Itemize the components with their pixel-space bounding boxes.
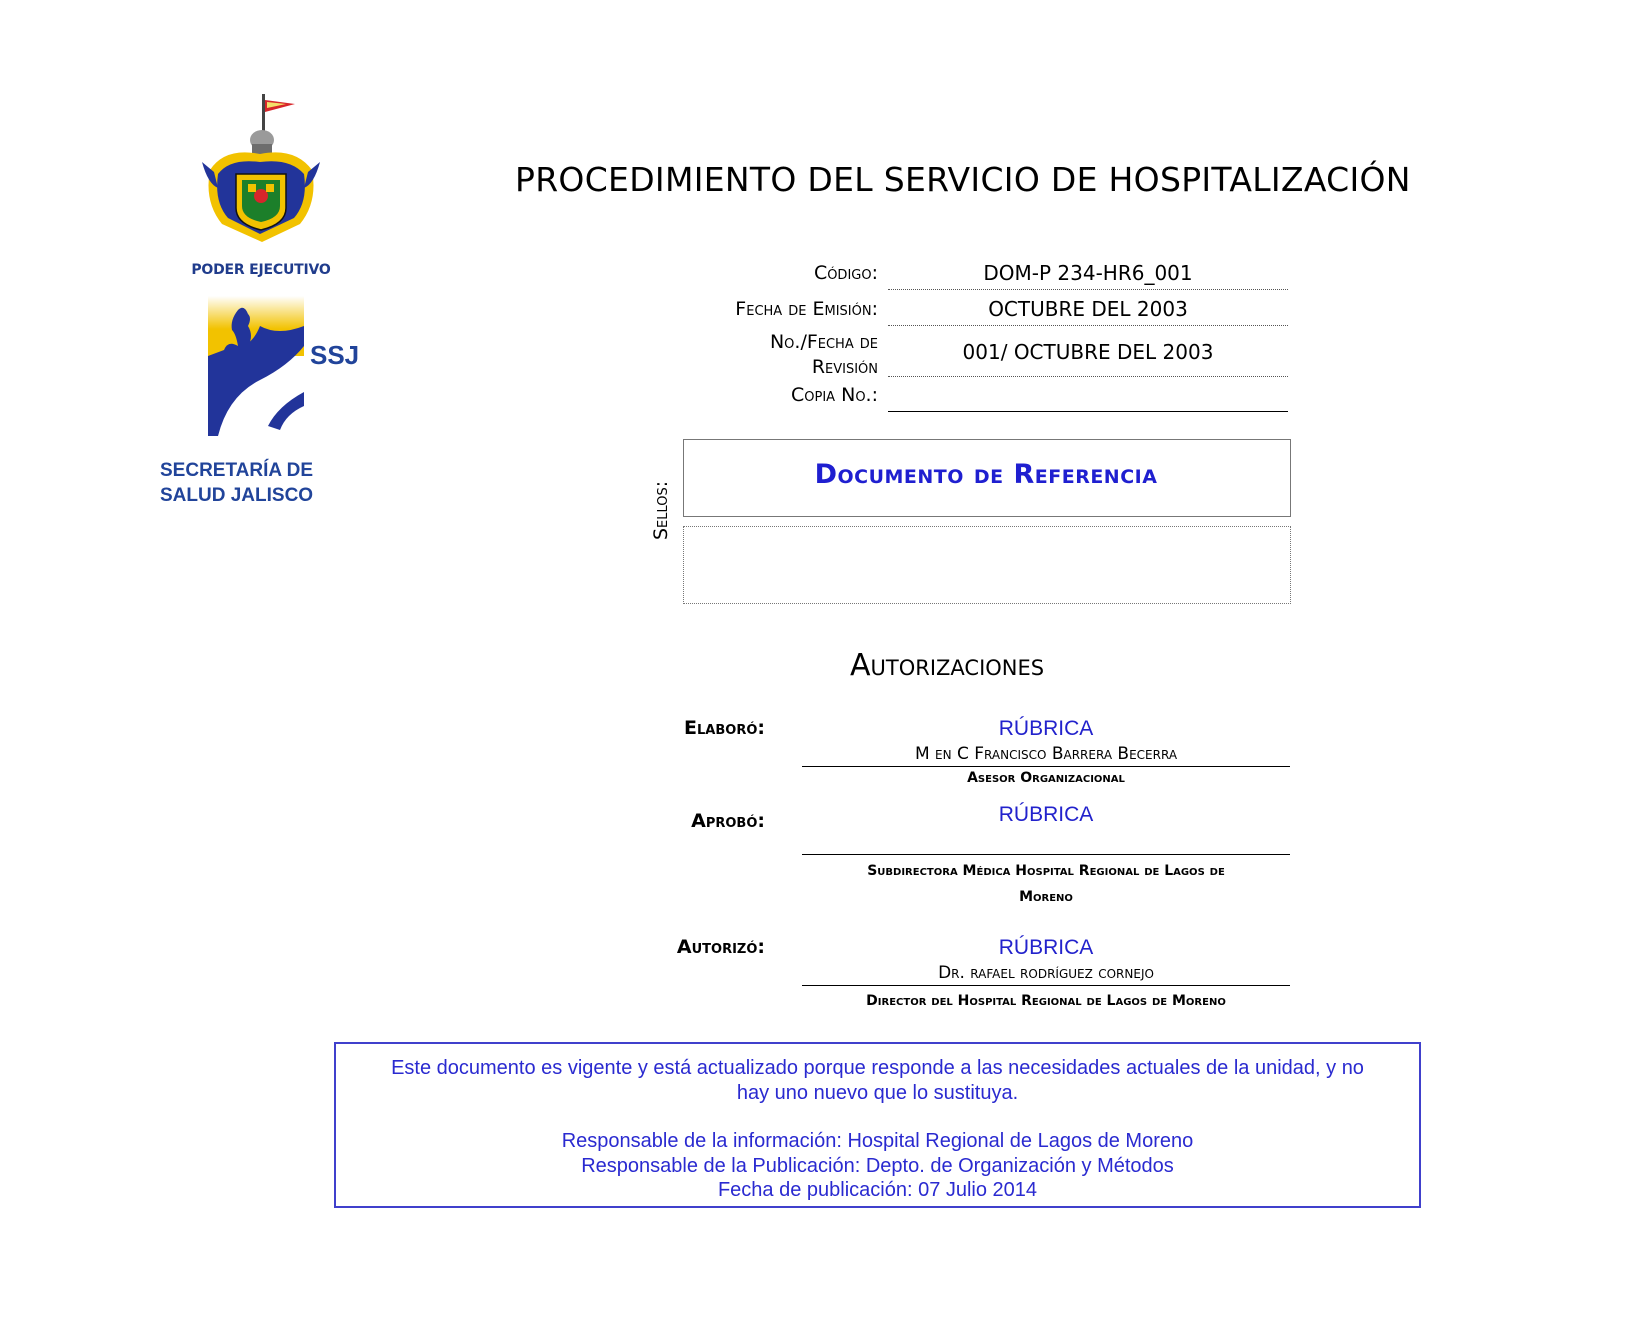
autorizaciones-heading: Autorizaciones — [850, 648, 1045, 683]
fecha-emision-underline — [888, 325, 1288, 326]
notice-line-1: Este documento es vigente y está actualizado porque responde a las necesidades actuales de la unidad, y no — [391, 1057, 1364, 1079]
poder-ejecutivo-caption: PODER EJECUTIVO — [191, 262, 331, 278]
secretaria-line-2: SALUD JALISCO — [160, 485, 314, 506]
responsable-informacion: Responsable de la información: Hospital Regional de Lagos de Moreno — [561, 1130, 1194, 1152]
sellos-box-stamp — [683, 526, 1291, 604]
fecha-emision-label: Fecha de Emisión: — [735, 298, 878, 320]
elaboro-label: Elaboró: — [684, 717, 765, 739]
fecha-revision-label-line1: No./Fecha de — [769, 331, 878, 353]
aprobo-label: Aprobó: — [691, 810, 765, 832]
aprobo-role-line1: Subdirectora Médica Hospital Regional de Lagos de — [867, 863, 1225, 879]
ssj-logo-text: SSJ — [310, 340, 360, 370]
codigo-underline — [888, 289, 1288, 290]
secretaria-caption — [160, 458, 360, 508]
responsable-publicacion: Responsable de la Publicación: Depto. de Organización y Métodos — [581, 1154, 1174, 1177]
codigo-value: DOM-P 234-HR6_001 — [983, 261, 1193, 285]
copia-underline — [888, 411, 1288, 412]
aprobo-rubrica: RÚBRICA — [998, 803, 1094, 826]
autorizo-role: Director del Hospital Regional de Lagos de Moreno — [866, 993, 1226, 1009]
fecha-publicacion: Fecha de publicación: 07 Julio 2014 — [717, 1179, 1038, 1201]
jalisco-coat-of-arms-logo — [200, 92, 380, 261]
autorizo-name: Dr. rafael rodríguez cornejo — [938, 963, 1154, 983]
ssj-logo — [208, 296, 308, 440]
autorizo-signature-line — [802, 985, 1290, 986]
aprobo-role — [802, 858, 1290, 910]
codigo-label: Código: — [813, 262, 878, 284]
elaboro-name: M en C Francisco Barrera Becerra — [914, 744, 1178, 764]
sellos-label: Sellos: — [650, 480, 672, 540]
elaboro-role: Asesor Organizacional — [967, 770, 1125, 786]
fecha-revision-label — [548, 330, 878, 380]
fecha-revision-value: 001/ OCTUBRE DEL 2003 — [962, 340, 1214, 364]
page-title: PROCEDIMIENTO DEL SERVICIO DE HOSPITALIZACIÓN — [515, 160, 1411, 199]
vigencia-notice-box — [334, 1042, 1421, 1208]
fecha-emision-value: OCTUBRE DEL 2003 — [988, 297, 1188, 321]
fecha-revision-label-line2: Revisión — [811, 356, 878, 378]
aprobo-signature-line — [802, 854, 1290, 855]
documento-referencia-heading: Documento de Referencia — [814, 459, 1158, 490]
autorizo-label: Autorizó: — [676, 936, 765, 958]
elaboro-rubrica: RÚBRICA — [998, 717, 1094, 740]
notice-line-2: hay uno nuevo que lo sustituya. — [736, 1081, 1019, 1104]
autorizo-rubrica: RÚBRICA — [998, 936, 1094, 959]
secretaria-line-1: SECRETARÍA DE — [160, 460, 314, 481]
copia-label: Copia No.: — [791, 384, 878, 406]
fecha-revision-underline — [888, 376, 1288, 377]
aprobo-role-line2: Moreno — [1019, 889, 1073, 905]
